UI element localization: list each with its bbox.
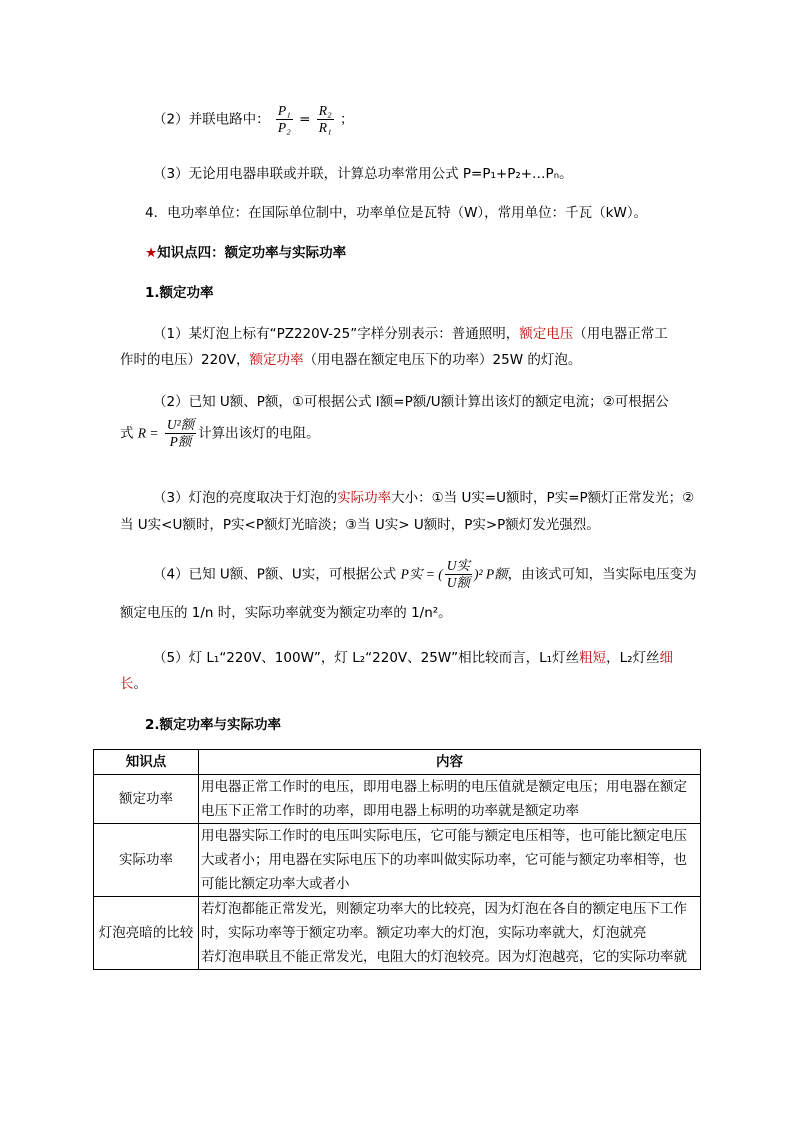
power-ratio-fraction: $\frac{\text{P₁}}{\text{P₂}}$ <box>277 103 291 135</box>
table-cell-content: 用电器实际工作时的电压叫实际电压，它可能与额定电压相等，也可能比额定电压 大或者小；用电器在实际电压下的功率叫做实际功率，它可能与额定功率相等，也 可能比额定功率大或者小 <box>199 824 701 897</box>
resistance-fraction: $\frac{\text{U²额}}{\text{P额}}$ <box>166 417 195 449</box>
filament-compare-line-1: （5）灯 L₁“220V、100W”，灯 L₂“220V、25W”相比较而言，L₁灯丝粗短，L₂灯丝细 <box>153 650 674 666</box>
table-header-content: 内容 <box>199 750 701 775</box>
table-cell-content: 若灯泡都能正常发光，则额定功率大的比较亮，因为灯泡在各自的额定电压下工作 时，实际功率等于额定功率。额定功率大的灯泡，实际功率就大，灯泡就亮 若灯泡串联且不能正常发光，电阻大的灯泡较亮。因为灯泡越亮，它的实际功率就 <box>199 897 701 970</box>
table-cell-key: 额定功率 <box>94 775 199 824</box>
rated-vs-actual-table <box>93 749 701 970</box>
thin-term: 细 <box>659 650 674 666</box>
bulb-label-line-2: 作时的电压）220V，额定功率（用电器在额定电压下的功率）25W 的灯泡。 <box>120 352 582 368</box>
long-term: 长 <box>120 676 134 692</box>
actual-power-formula-line: （4）已知 U额、P额、U实，可根据公式 P实 = ( $\frac{\text{U实}}{\text{U额}}$ )² P额，由该式可知，当实际电压变为 <box>153 558 697 590</box>
rated-current-line: （2）已知 U额、P额，①可根据公式 I额=P额/U额计算出该灯的额定电流；②可根据公 <box>153 394 669 410</box>
section-2-heading: 2.额定功率与实际功率 <box>145 717 282 733</box>
table-row <box>94 824 701 897</box>
resistance-ratio-fraction: $\frac{\text{R₂}}{\text{R₁}}$ <box>318 103 332 135</box>
bulb-label-line-1: （1）某灯泡上标有“PZ220V-25”字样分别表示：普通照明，额定电压（用电器正常工 <box>153 326 668 342</box>
table-row <box>94 897 701 970</box>
parallel-circuit-line: （2）并联电路中： $\frac{\text{P₁}}{\text{P₂}}$ = $\frac{\text{R₂}}{\text{R₁}}$ ； <box>153 103 354 135</box>
voltage-ratio-conclusion-line: 额定电压的 1/n 时，实际功率就变为额定功率的 1/n²。 <box>120 605 452 621</box>
resistance-formula-line: 式 R = $\frac{\text{U²额}}{\text{P额}}$ 计算出该灯的电阻。 <box>120 417 320 449</box>
parallel-label: （2）并联电路中： <box>153 111 270 128</box>
star-icon: ★ <box>145 245 158 261</box>
filament-compare-line-2: 长。 <box>120 676 147 692</box>
brightness-line-1: （3）灯泡的亮度取决于灯泡的实际功率大小：①当 U实=U额时，P实=P额灯正常发光；② <box>153 490 695 506</box>
voltage-ratio-fraction: $\frac{\text{U实}}{\text{U额}}$ <box>446 558 470 590</box>
rated-power-term: 额定功率 <box>249 352 304 368</box>
actual-power-term: 实际功率 <box>337 490 392 506</box>
knowledge-point-4-heading: ★知识点四：额定功率与实际功率 <box>145 245 347 261</box>
table-cell-key: 实际功率 <box>94 824 199 897</box>
power-unit-line: 4．电功率单位：在国际单位制中，功率单位是瓦特（W），常用单位：千瓦（kW）。 <box>145 205 648 221</box>
section-1-heading: 1.额定功率 <box>145 285 214 301</box>
brightness-line-2: 当 U实<U额时，P实<P额灯光暗淡；③当 U实> U额时，P实>P额灯发光强烈。 <box>120 517 600 533</box>
table-header-row <box>94 750 701 775</box>
table-header-knowledge: 知识点 <box>94 750 199 775</box>
table-cell-key: 灯泡亮暗的比较 <box>94 897 199 970</box>
thick-short-term: 粗短 <box>579 650 607 666</box>
table-row <box>94 775 701 824</box>
total-power-line: （3）无论用电器串联或并联，计算总功率常用公式 P=P₁+P₂+…Pₙ。 <box>153 166 573 182</box>
rated-voltage-term: 额定电压 <box>519 326 574 342</box>
table-cell-content: 用电器正常工作时的电压，即用电器上标明的电压值就是额定电压；用电器在额定 电压下正常工作时的功率，即用电器上标明的功率就是额定功率 <box>199 775 701 824</box>
